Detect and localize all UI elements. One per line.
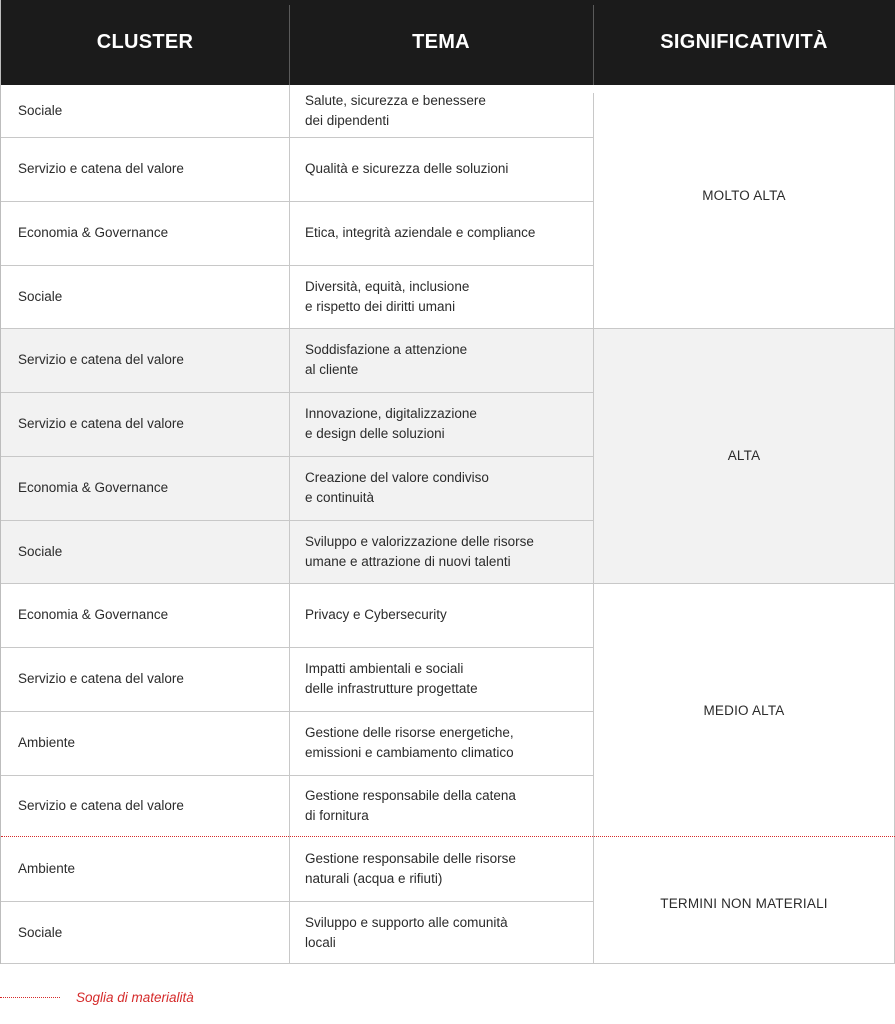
tema-cell: Impatti ambientali e sociali delle infrastrutture progettate bbox=[305, 661, 478, 696]
tema-cell: Diversità, equità, inclusione e rispetto dei diritti umani bbox=[305, 278, 470, 314]
row-divider bbox=[1, 901, 593, 902]
row-divider bbox=[1, 520, 593, 521]
header-tema: TEMA bbox=[412, 31, 470, 53]
row-divider bbox=[1, 456, 593, 457]
significance-molto-alta: MOLTO ALTA bbox=[702, 188, 786, 203]
legend-dotted-line bbox=[0, 997, 60, 998]
significance-medio-alta: MEDIO ALTA bbox=[703, 702, 785, 718]
tema-cell: Gestione delle risorse energetiche, emissioni e cambiamento climatico bbox=[305, 725, 514, 760]
tema-cell: Sviluppo e valorizzazione delle risorse umane e attrazione di nuovi talenti bbox=[305, 533, 534, 569]
cluster-cell: Servizio e catena del valore bbox=[18, 671, 184, 686]
header-cluster: CLUSTER bbox=[96, 31, 194, 53]
cluster-cell: Ambiente bbox=[18, 735, 76, 750]
column-divider bbox=[289, 85, 290, 964]
cluster-cell: Servizio e catena del valore bbox=[18, 161, 184, 176]
tema-cell: Creazione del valore condiviso e continuità bbox=[305, 470, 489, 505]
row-divider bbox=[1, 711, 593, 712]
cluster-cell: Servizio e catena del valore bbox=[18, 352, 184, 367]
table-body bbox=[1, 85, 895, 964]
cluster-cell: Economia & Governance bbox=[18, 480, 169, 495]
cluster-cell: Sociale bbox=[18, 543, 63, 559]
tema-cell: Sviluppo e supporto alle comunità locali bbox=[305, 914, 508, 950]
tema-cell: Soddisfazione a attenzione al cliente bbox=[305, 342, 468, 377]
cluster-cell: Economia & Governance bbox=[18, 607, 169, 622]
legend-label: Soglia di materialità bbox=[76, 989, 194, 1005]
tema-cell: Gestione responsabile della catena di fornitura bbox=[305, 788, 516, 823]
header-significativita: SIGNIFICATIVITÀ bbox=[660, 31, 828, 53]
cluster-cell: Economia & Governance bbox=[18, 225, 169, 240]
tema-cell: Gestione responsabile delle risorse naturali (acqua e rifiuti) bbox=[305, 851, 516, 886]
tema-cell: Privacy e Cybersecurity bbox=[305, 607, 447, 622]
row-divider bbox=[1, 392, 593, 393]
cluster-cell: Sociale bbox=[18, 288, 63, 304]
cluster-cell: Sociale bbox=[18, 103, 63, 118]
tema-cell: Salute, sicurezza e benessere dei dipendenti bbox=[305, 93, 486, 128]
row-divider bbox=[1, 775, 593, 776]
cluster-cell: Servizio e catena del valore bbox=[18, 798, 184, 813]
tema-cell: Etica, integrità aziendale e compliance bbox=[305, 225, 536, 240]
row-divider bbox=[1, 265, 593, 266]
significance-termini-non-materiali: TERMINI NON MATERIALI bbox=[660, 896, 828, 911]
tema-cell: Qualità e sicurezza delle soluzioni bbox=[305, 161, 509, 176]
legend bbox=[0, 988, 194, 1006]
tema-cell: Innovazione, digitalizzazione e design delle soluzioni bbox=[305, 406, 477, 441]
row-divider bbox=[1, 137, 593, 138]
significance-alta: ALTA bbox=[727, 448, 761, 463]
cluster-cell: Sociale bbox=[18, 924, 63, 940]
table-header bbox=[1, 0, 895, 85]
cluster-cell: Servizio e catena del valore bbox=[18, 416, 184, 431]
row-divider bbox=[1, 647, 593, 648]
row-divider bbox=[1, 201, 593, 202]
cluster-cell: Ambiente bbox=[18, 861, 76, 876]
